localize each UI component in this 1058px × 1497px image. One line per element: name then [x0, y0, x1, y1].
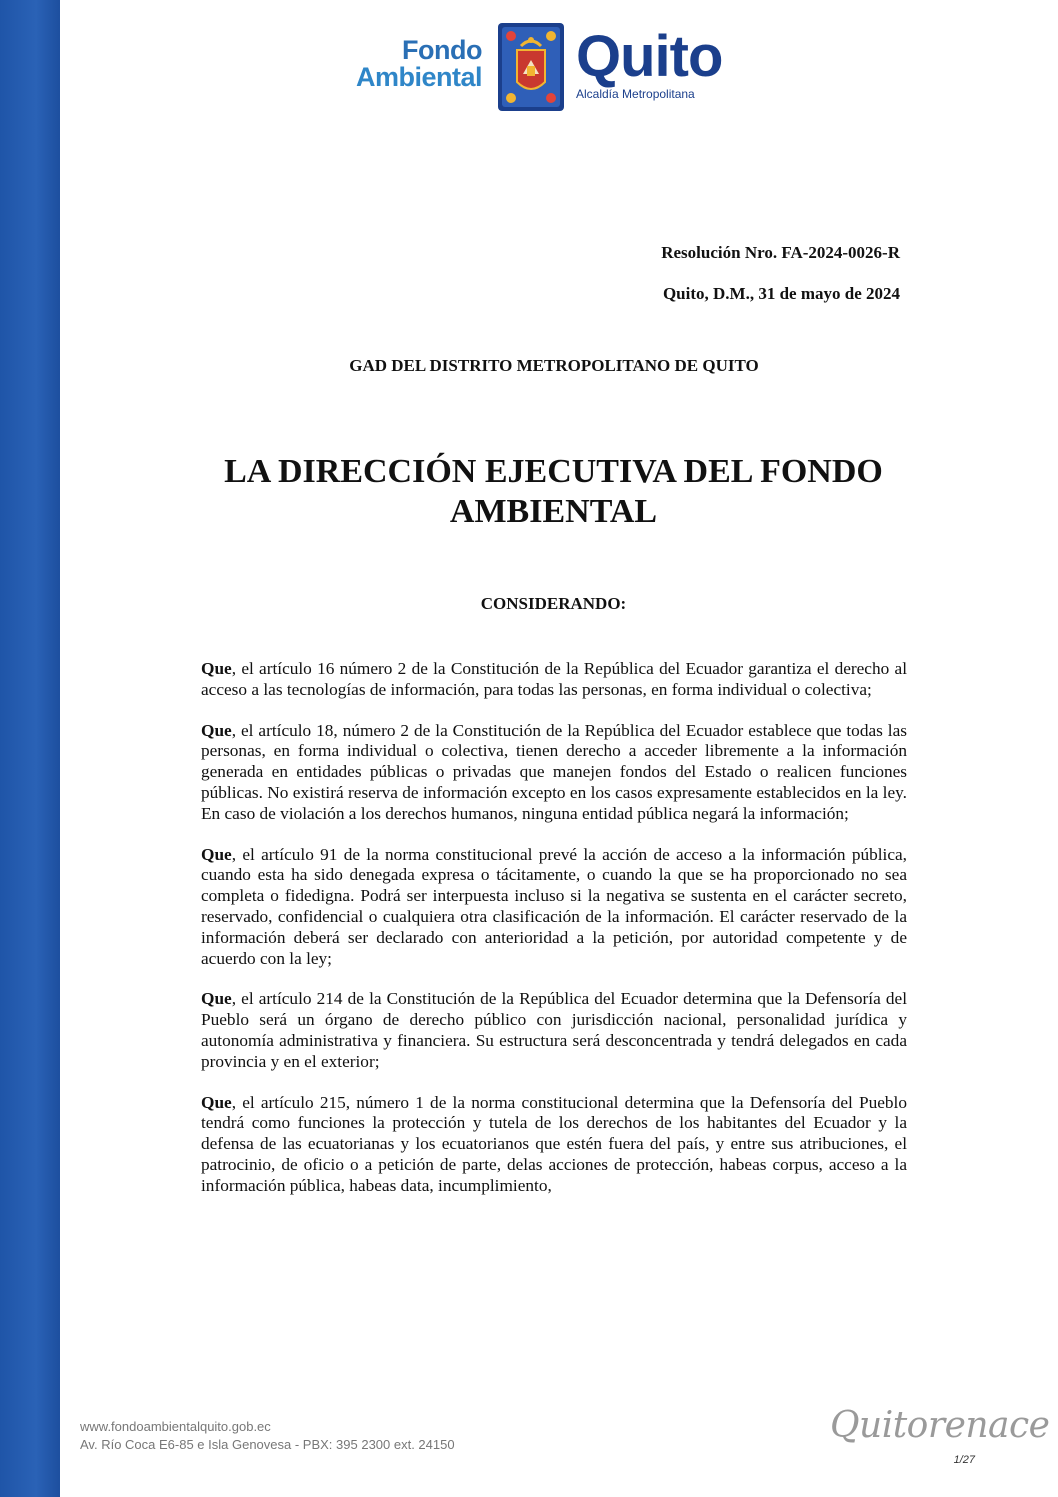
footer-website-link[interactable]: www.fondoambientalquito.gob.ec: [80, 1419, 271, 1434]
issuer-text: GAD DEL DISTRITO METROPOLITANO DE QUITO: [349, 356, 759, 375]
paragraph-lead: Que: [201, 989, 232, 1009]
resolution-number: Resolución Nro. FA-2024-0026-R: [661, 243, 900, 262]
paragraph-lead: Que: [201, 659, 232, 678]
quitorenace-signature: Quitorenace: [830, 1405, 1050, 1446]
document-date: Quito, D.M., 31 de mayo de 2024: [662, 284, 900, 303]
side-color-bar: [0, 0, 60, 1497]
page-number: 1/27: [953, 1454, 975, 1466]
paragraph-lead: Que: [201, 1092, 232, 1112]
quito-crest-icon: [497, 22, 565, 112]
logo-alcaldia-text: Alcaldía Metropolitana: [576, 87, 695, 101]
paragraph: [201, 659, 907, 701]
paragraph-text: , el artículo 16 número 2 de la Constitución de la República del Ecuador garantiza el derecho al acceso a las tecnologías de información, para todas las personas, en forma individual o colectiva;: [201, 659, 907, 699]
issuer-heading: [0, 356, 1058, 376]
logo-quito-text: Quito: [576, 24, 723, 89]
logo-ambiental-text: Ambiental: [355, 62, 482, 92]
paragraph-text: , el artículo 91 de la norma constitucional prevé la acción de acceso a la información pública, cuando esta ha sido denegada expresa o tácitamente, o cuando la que se ha proporcionado no sea completa o fidedigna. Podrá ser interpuesta incluso si la negativa se sustenta en el carácter secreto, reservado, confidencial o cualquiera otra clasificación de la información. El carácter reservado de la información deberá ser declarado con anterioridad a la petición, por autoridad competente y de acuerdo con la ley;: [201, 844, 907, 968]
paragraph-text: , el artículo 18, número 2 de la Constitución de la República del Ecuador establece que todas las personas, en forma individual o colectiva, tienen derecho a acceder libremente a la información generada en entidades públicas o privadas que manejen fondos del Estado o realicen funciones públicas. No existirá reserva de información excepto en los casos expresamente establecidos en la ley. En caso de violación a los derechos humanos, ninguna entidad pública negará la información;: [201, 720, 907, 823]
paragraph-lead: Que: [201, 844, 232, 864]
paragraph-text: , el artículo 214 de la Constitución de la República del Ecuador determina que la Defensoría del Pueblo será un órgano de derecho público con jurisdicción nacional, personalidad jurídica y autonomía administrativa y financiera. Su estructura será desconcentrada y tendrá delegados en cada provincia y en el exterior;: [201, 989, 907, 1071]
paragraph: [201, 721, 907, 825]
document-body: [201, 659, 907, 1217]
paragraph: [201, 845, 907, 970]
paragraph-lead: Que: [201, 720, 232, 740]
paragraph: [201, 1093, 907, 1197]
fondo-ambiental-logo: [300, 37, 482, 91]
logo-fondo-text: Fondo: [402, 35, 482, 65]
paragraph: [201, 989, 907, 1072]
footer-contact: [80, 1418, 455, 1454]
section-heading: CONSIDERANDO:: [480, 594, 627, 613]
document-title: LA DIRECCIÓN EJECUTIVA DEL FONDO AMBIENTAL: [224, 453, 883, 530]
paragraph-text: , el artículo 215, número 1 de la norma constitucional determina que la Defensoría del Pueblo tendrá como funciones la protección y tutela de los derechos de los habitantes del Ecuador y la defensa de las ecuatorianas y los ecuatorianos que estén fuera del país, y entre sus atribuciones, el patrocinio, de oficio o a petición de parte, delas acciones de protección, habeas corpus, acceso a la información pública, habeas data, incumplimiento,: [201, 1092, 907, 1195]
footer-address: Av. Río Coca E6-85 e Isla Genovesa - PBX: 395 2300 ext. 24150: [80, 1437, 455, 1452]
quito-logo: [576, 24, 723, 101]
